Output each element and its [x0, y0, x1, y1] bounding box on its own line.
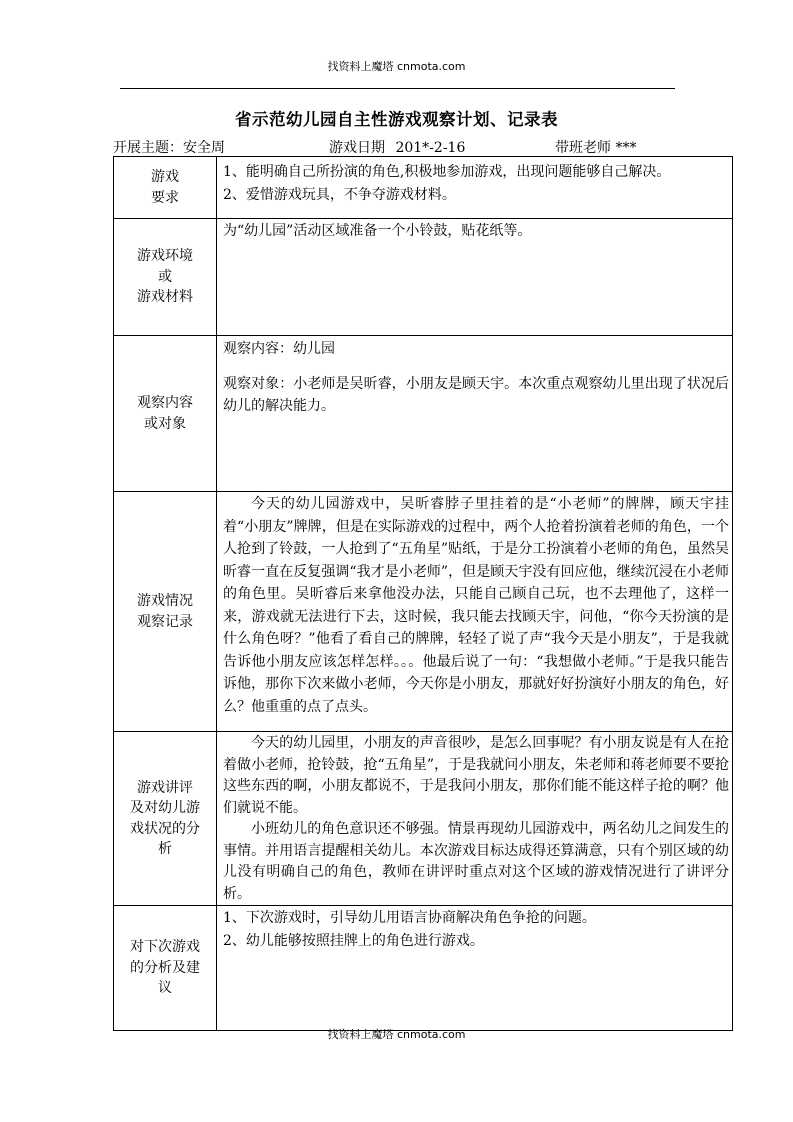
label-next: 对下次游戏 的分析及建 议	[114, 906, 217, 1031]
label-record: 游戏情况 观察记录	[114, 492, 217, 732]
cell-next	[217, 906, 733, 1031]
cell-environment	[217, 219, 733, 336]
document-title: 省示范幼儿园自主性游戏观察计划、记录表	[235, 110, 558, 129]
page-footer: 找资料上魔塔 cnmota.com	[327, 1028, 466, 1041]
cell-record	[217, 492, 733, 732]
date-field	[329, 137, 483, 157]
cell-review	[217, 732, 733, 906]
page-header: 找资料上魔塔 cnmota.com	[327, 60, 466, 73]
cell-observation	[217, 336, 733, 492]
row-requirements	[114, 157, 733, 219]
row-next	[114, 906, 733, 1031]
teacher-label: 带班老师	[555, 140, 611, 156]
next-item: 2、幼儿能够按照挂牌上的角色进行游戏。	[223, 932, 484, 949]
review-paragraph-2: 小班幼儿的角色意识还不够强。情景再现幼儿园游戏中，两名幼儿之间发生的事情。并用语言提醒相关幼儿。本次游戏目标达成得还算满意，只有个别区域的幼儿没有明确自己的角色，教师在讲评时重点对这个区域的游戏情况进行了讲评分析。	[223, 821, 729, 902]
cell-requirements	[217, 157, 733, 219]
observation-object: 观察对象：小老师是吴昕睿，小朋友是顾天宇。本次重点观察幼儿里出现了状况后幼儿的解决能力。	[223, 375, 729, 414]
review-paragraph-1: 今天的幼儿园里，小朋友的声音很吵，是怎么回事呢？有小朋友说是有人在抢着做小老师，抢铃鼓，抢“五角星”，于是我就问小朋友，朱老师和蒋老师要不要抢这些东西的啊，小朋友都说不，于是我问小朋友，那你们能不能这样子抢的啊？他们就说不能。	[223, 735, 729, 816]
next-item: 1、下次游戏时，引导幼儿用语言协商解决角色争抢的问题。	[223, 910, 596, 926]
teacher-value: ***	[615, 140, 669, 157]
observation-content: 观察内容：幼儿园	[223, 341, 335, 357]
theme-label: 开展主题：安全周	[113, 140, 225, 156]
row-observation	[114, 336, 733, 492]
header-divider	[120, 88, 675, 89]
record-text: 今天的幼儿园游戏中，吴昕睿脖子里挂着的是“小老师”的牌牌，顾天宇挂着“小朋友”牌牌，但是在实际游戏的过程中，两个人抢着扮演着老师的角色，一个人抢到了铃鼓，一人抢到了“五角星”贴纸，于是分工扮演着小老师的角色，虽然吴昕睿一直在反复强调“我才是小老师”，但是顾天宇没有回应他，继续沉浸在小老师的角色里。吴昕睿后来拿他没办法，只能自己顾自己玩，也不去理他了，这样一来，游戏就无法进行下去，这时候，我只能去找顾天宇，问他，“你今天扮演的是什么角色呀？”他看了看自己的牌牌，轻轻了说了声“我今天是小朋友”，于是我就告诉他小朋友应该怎样怎样。。。他最后说了一句：“我想做小老师。”于是我只能告诉他，那你下次来做小老师，今天你是小朋友，那就好好扮演好小朋友的角色，好么？他重重的点了点头。	[223, 496, 729, 715]
label-review: 游戏讲评 及对幼儿游 戏状况的分 析	[114, 732, 217, 906]
row-review	[114, 732, 733, 906]
date-label: 游戏日期	[329, 140, 385, 156]
label-environment: 游戏环境 或 游戏材料	[114, 219, 217, 336]
meta-row	[113, 137, 733, 157]
requirement-item: 1、能明确自己所扮演的角色,积极地参加游戏，出现问题能够自己解决。	[223, 164, 671, 180]
environment-text: 为“幼儿园”活动区域准备一个小铃鼓，贴花纸等。	[223, 223, 532, 239]
teacher-field	[555, 137, 669, 157]
label-observation: 观察内容 或对象	[114, 336, 217, 492]
label-requirements: 游戏 要求	[114, 157, 217, 219]
observation-table	[113, 156, 733, 1031]
date-value: 201*-2-16	[395, 140, 466, 156]
row-record	[114, 492, 733, 732]
row-environment	[114, 219, 733, 336]
requirement-item: 2、爱惜游戏玩具，不争夺游戏材料。	[223, 186, 456, 203]
